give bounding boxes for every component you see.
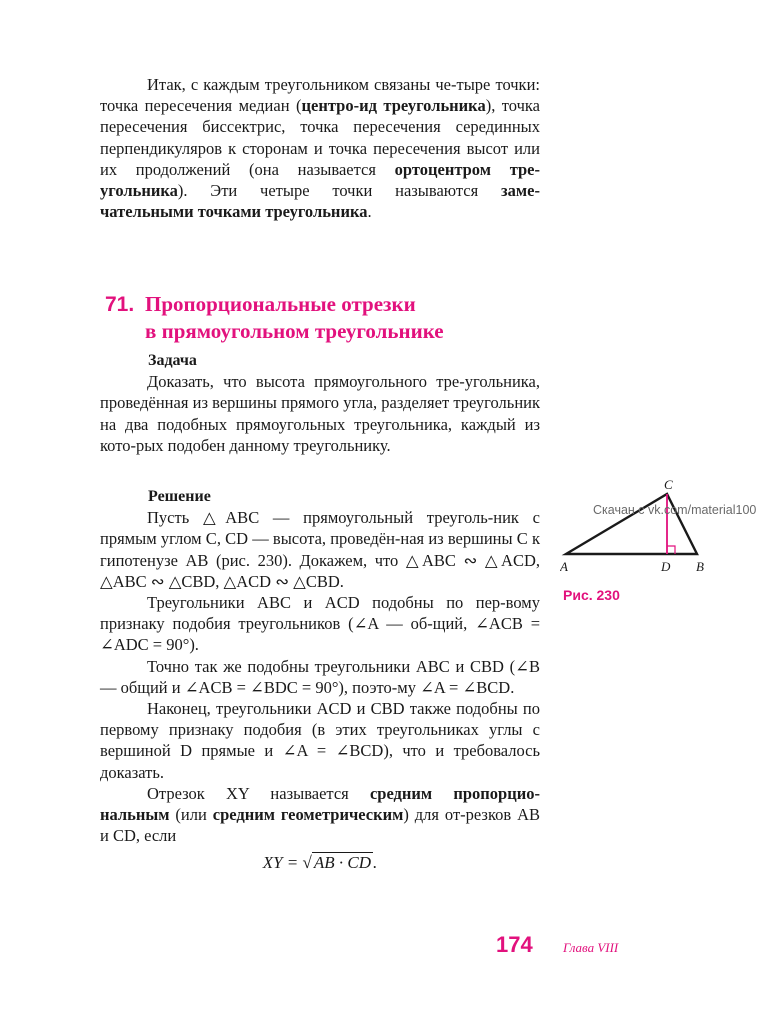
term-orthocenter: ортоцентром тре-угольника	[100, 159, 540, 201]
definition-text-1: Отрезок XY называется	[147, 783, 370, 803]
right-angle-mark	[667, 546, 675, 554]
task-block	[100, 350, 540, 456]
intro-paragraph	[100, 74, 540, 222]
intro-text-2: ), точка пересечения биссектрис, точка пересечения серединных перпендикуляров к сторонам и точка пересечения высот или их продолжений (она называется	[100, 96, 541, 179]
chapter-label: Глава VIII	[563, 940, 619, 955]
solution-block	[100, 486, 540, 874]
section-title-line1: Пропорциональные отрезки	[145, 292, 416, 316]
term-notable-points: заме-чательными точками треугольника	[100, 181, 540, 222]
sqrt-symbol-icon: √	[302, 853, 312, 873]
task-label: Задача	[148, 352, 197, 369]
formula-left: XY =	[262, 853, 303, 873]
formula-end: .	[373, 853, 378, 873]
intro-text-4: .	[367, 202, 372, 222]
vertex-label-d: D	[661, 559, 671, 574]
definition-text-3: ) для от-резков AB и CD, если	[100, 805, 541, 846]
figure-caption: Рис. 230	[563, 587, 620, 603]
task-text: Доказать, что высота прямоугольного тре-угольника, проведённая из вершины прямого угла, разделяет треугольник на два подобных прямоугольных треугольника, каждый из кото-рых подобен данному треугольнику.	[100, 372, 540, 455]
intro-block	[100, 74, 540, 222]
intro-text-1: Итак, с каждым треугольником связаны че-тыре точки: точка пересечения медиан (	[100, 75, 540, 116]
watermark-text: Скачан с vk.com/material100	[593, 503, 757, 517]
solution-paragraph-3: Точно так же подобны треугольники ABC и CBD (∠B — общий и ∠ACB = ∠BDC = 90°), поэто-му ∠A = ∠BCD.	[100, 656, 540, 697]
formula-geometric-mean	[100, 852, 540, 873]
formula-radicand: AB · CD	[313, 853, 372, 873]
page-number: 174	[496, 932, 533, 957]
vertex-label-c: C	[664, 477, 673, 492]
definition-text-2: (или	[169, 805, 213, 825]
solution-paragraph-4: Наконец, треугольники ACD и CBD также подобны по первому признаку подобия (в этих треугольниках углы с вершиной D прямые и ∠A = ∠BCD), что и требовалось доказать.	[100, 699, 540, 782]
solution-label: Решение	[148, 488, 211, 505]
term-mean-proportional: средним пропорцио-нальным	[100, 783, 540, 825]
solution-paragraph-1: Пусть △ABC — прямоугольный треуголь-ник с прямым углом C, CD — высота, проведён-ная из вершины C к гипотенузе AB (рис. 230). Докажем, что △ABC ∾ △ACD, △ABC ∾ △CBD, △ACD ∾ △CBD.	[100, 508, 540, 591]
term-geometric-mean: средним геометрическим	[212, 805, 404, 825]
intro-text-3: ). Эти четыре точки называются	[177, 181, 502, 201]
vertex-label-a: A	[560, 559, 568, 574]
section-title-line2: в прямоугольном треугольнике	[145, 319, 444, 343]
section-number: 71.	[105, 293, 135, 316]
solution-paragraph-2: Треугольники ABC и ACD подобны по пер-вому признаку подобия треугольников (∠A — об-щий, ∠ACB = ∠ADC = 90°).	[100, 593, 540, 655]
vertex-label-b: B	[696, 559, 704, 574]
term-centroid: центро-ид треугольника	[301, 96, 486, 116]
section-heading	[105, 291, 545, 344]
solution-paragraph-5	[100, 783, 540, 847]
footer	[496, 932, 533, 958]
